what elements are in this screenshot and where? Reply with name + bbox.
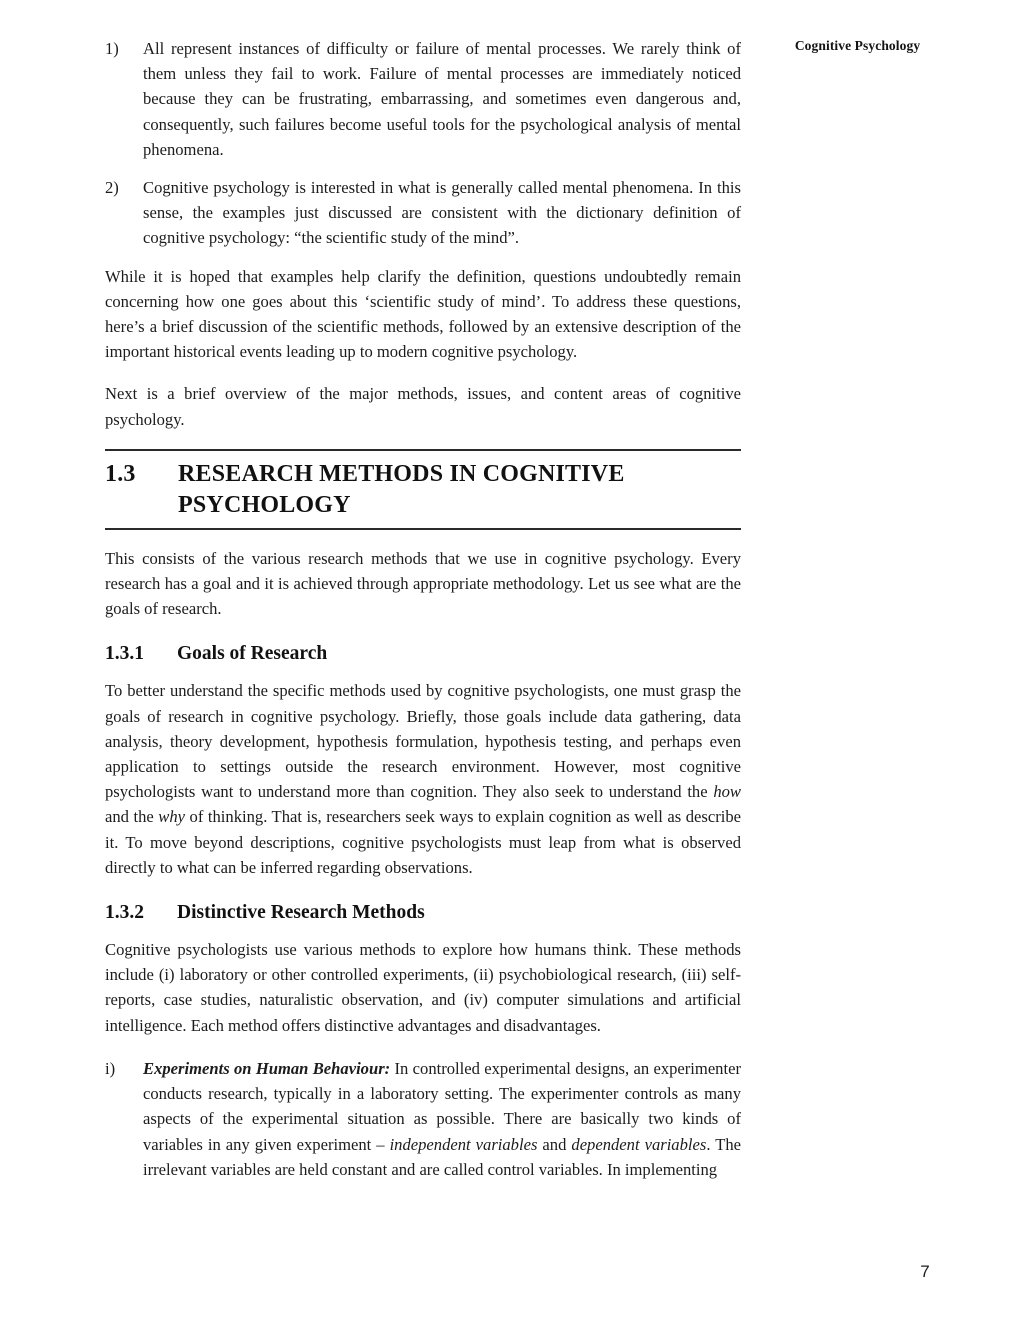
- subheading-1-3-2: [105, 900, 741, 926]
- section-heading-block: [105, 449, 741, 530]
- subsection-1-body: [105, 678, 741, 880]
- numbered-list-item-1: [105, 36, 741, 162]
- text-column: [105, 36, 741, 1182]
- section-heading: [105, 451, 741, 528]
- list-marker: i): [105, 1058, 116, 1078]
- subsection-title: Distinctive Research Methods: [177, 902, 425, 924]
- body-text-segment: and: [537, 1134, 572, 1154]
- roman-list-item-i: [105, 1056, 741, 1182]
- running-header-title: Cognitive Psychology: [794, 38, 921, 53]
- body-text-segment: . The irrelevant variables are held constant and are called control variables. In implementing: [143, 1134, 741, 1179]
- section-title: RESEARCH METHODS IN COGNITIVE PSYCHOLOGY: [178, 460, 625, 518]
- section-number: 1.3: [105, 460, 136, 487]
- numbered-list-item-2: [105, 175, 741, 251]
- emphasis-independent-variables: independent variables: [389, 1134, 538, 1154]
- body-text-segment: and the: [105, 807, 159, 827]
- list-item-text: Cognitive psychology is interested in what is generally called mental phenomena. In this sense, the examples just discussed are consistent with the dictionary definition of cognitive psychology: “the scientific study of the mind”.: [143, 178, 741, 248]
- list-marker: 2): [105, 178, 119, 198]
- roman-item-text: [143, 1056, 741, 1182]
- emphasis-dependent-variables: dependent variables: [571, 1134, 707, 1154]
- subheading-1-3-1: [105, 641, 741, 667]
- emphasis-how: how: [713, 782, 741, 802]
- intro-paragraph-2: Next is a brief overview of the major methods, issues, and content areas of cognitive psychology.: [105, 384, 741, 429]
- subsection-title: Goals of Research: [177, 643, 328, 665]
- section-intro-paragraph: This consists of the various research methods that we use in cognitive psychology. Every research has a goal and it is achieved through appropriate methodology. Let us see what are the goals of research.: [105, 548, 741, 619]
- list-item-text: All represent instances of difficulty or failure of mental processes. We rarely think of them unless they fail to work. Failure of mental processes are immediately noticed because they can be frustrating, embarrassing, and sometimes even dangerous and, consequently, such failures become useful tools for the psychological analysis of mental phenomena.: [143, 39, 741, 159]
- subsection-number: 1.3.2: [105, 902, 144, 924]
- subsection-2-body: Cognitive psychologists use various methods to explore how humans think. These methods include (i) laboratory or other controlled experiments, (ii) psychobiological research, (iii) self-reports, case studies, naturalistic observation, and (iv) computer simulations and artificial intelligence. Each method offers distinctive advantages and disadvantages.: [105, 940, 741, 1035]
- body-text-segment: To better understand the specific methods used by cognitive psychologists, one must grasp the goals of research in cognitive psychology. Briefly, those goals include data gathering, data analysis, theory development, hypothesis formulation, hypothesis testing, and perhaps even application to settings outside the research environment. However, most cognitive psychologists want to understand more than cognition. They also seek to understand the: [105, 681, 741, 802]
- body-text-segment: of thinking. That is, researchers seek ways to explain cognition as well as describe it. To move beyond descriptions, cognitive psychologists must leap from what is observed directly to what can be inferred regarding observations.: [105, 807, 742, 877]
- subsection-number: 1.3.1: [105, 643, 144, 665]
- intro-paragraph-1: While it is hoped that examples help clarify the definition, questions undoubtedly remain concerning how one goes about this ‘scientific study of mind’. To address these questions, here’s a brief discussion of the scientific methods, followed by an extensive description of the important historical events leading up to modern cognitive psychology.: [105, 266, 741, 362]
- page-number: 7: [920, 1262, 930, 1281]
- emphasis-why: why: [158, 807, 186, 827]
- body-text-segment: In controlled experimental designs, an experimenter conducts research, typically in a laboratory setting. The experimenter controls as many aspects of the experimental situation as possible. There are basically two kinds of variables in any given experiment –: [143, 1058, 741, 1154]
- list-marker: 1): [105, 39, 119, 58]
- heading-rule-bottom: [105, 528, 741, 530]
- lead-in-term: Experiments on Human Behaviour:: [143, 1058, 391, 1078]
